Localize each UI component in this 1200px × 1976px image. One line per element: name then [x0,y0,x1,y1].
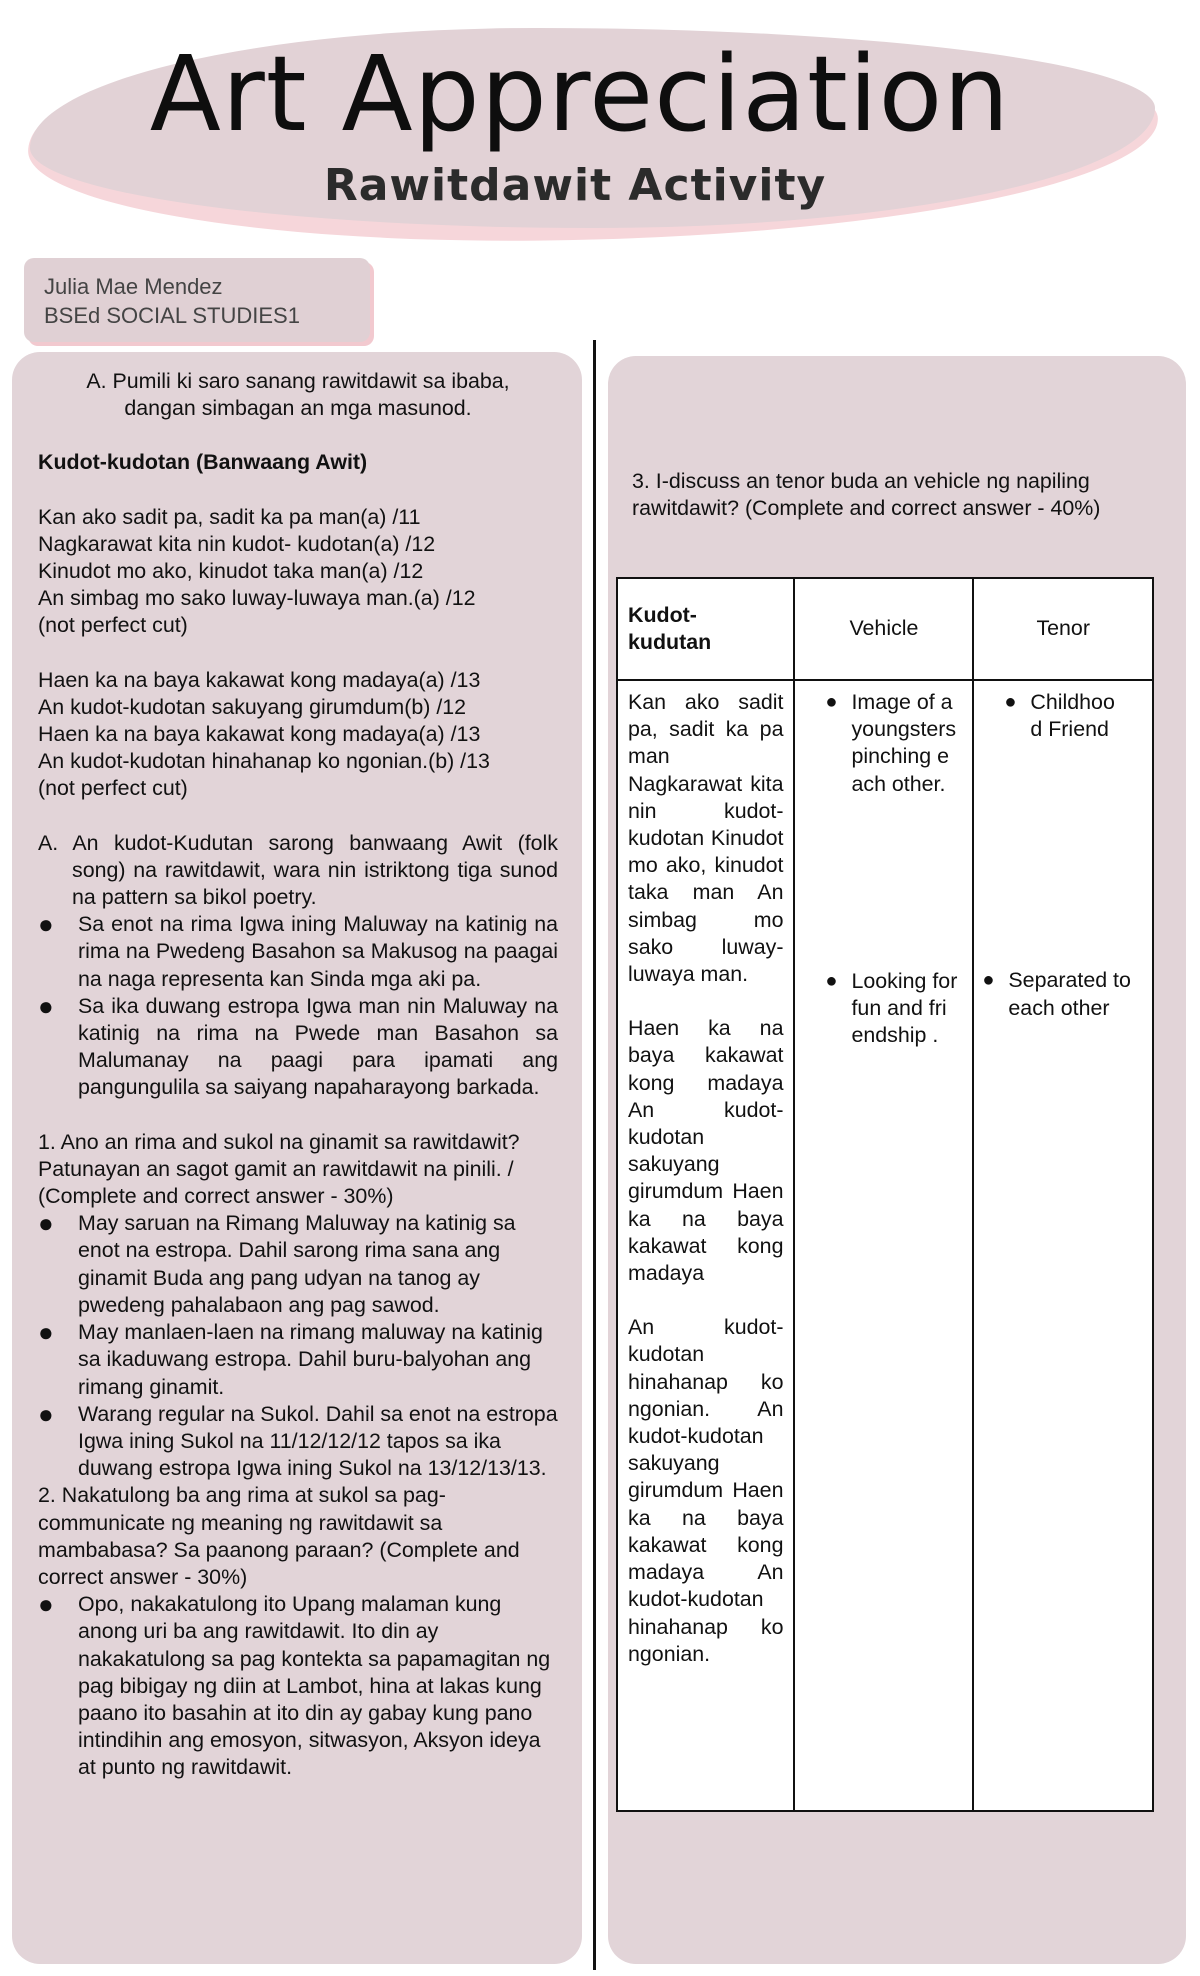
poem-block-1: Kan ako sadit pa, sadit ka pa man Nagkarawat kita nin kudot-kudotan Kinudot mo ako, kinudot taka man An simbag mo sako luway-luwaya man. [628,690,784,987]
poem-line: An simbag mo sako luway-luwaya man.(a) /12 [38,586,476,611]
bullet-icon: ● [1004,691,1017,713]
bullet-icon: ● [825,969,838,992]
poem-stanza-2 [38,667,558,803]
student-course: BSEd SOCIAL STUDIES1 [44,303,300,328]
bullet-icon: ● [38,1589,54,1620]
page-title: Art Appreciation [149,33,1011,155]
list-item: ● Warang regular na Sukol. Dahil sa enot na estropa Igwa ining Sukol na 11/12/12/12 tapos sa ika duwang estropa Igwa ining Sukol na 13/12/13/13. [38,1401,558,1483]
table-row [617,680,1153,1811]
bullet-icon: ● [825,691,838,713]
list-item: ● Childhood Friend [974,681,1152,743]
poem-title: Kudot-kudotan (Banwaang Awit) [38,450,368,475]
vehicle-cell [794,680,973,1811]
list-item: ● Sa ika duwang estropa Igwa man nin Maluway na katinig na rima na Pwede man Basahon sa Malumanay na paagi para ipamati ang pangungulila sa saiyang napaharayong barkada. [38,993,558,1102]
bullet-icon: ● [38,1208,54,1239]
bullet-icon: ● [38,1317,54,1348]
poem-line: Haen ka na baya kakawat kong madaya(a) /13 [38,722,481,747]
list-item: ● Looking for fun and friendship . [795,960,972,1050]
header-tenor: Tenor [973,578,1153,680]
table-header-row [617,578,1153,680]
poem-block-3: An kudot-kudotan hinahanap ko ngonian. An kudot-kudotan sakuyang girumdum Haen ka na baya kakawat kong madaya An kudot-kudotan hinahanap ko ngonian. [628,1315,784,1666]
instruction: A. Pumili ki saro sanang rawitdawit sa ibaba, dangan simbagan an mga masunod. [86,369,510,421]
list-item: ● Opo, nakakatulong ito Upang malaman kung anong uri ba ang rawitdawit. Ito din ay nakakatulong sa pag kontekta sa papamagitan ng pag bibigay ng diin at Lambot, hina at lakas kung paano ito basahin at ito din ay gabay kung pano intindihin ang emosyon, sitwasyon, Aksyon ideya at punto ng rawitdawit. [38,1591,558,1781]
list-item: ● May manlaen-laen na rimang maluway na katinig sa ikaduwang estropa. Dahil buru-balyohan ang rimang ginamit. [38,1319,558,1401]
poem-lines-cell [617,680,794,1811]
student-info [44,272,300,330]
poem-line: Nagkarawat kita nin kudot- kudotan(a) /12 [38,531,436,556]
bullet-icon: ● [982,969,995,992]
list-item: ● Sa enot na rima Igwa ining Maluway na katinig na rima na Pwedeng Basahon sa Makusog na paagai na naga representa kan Sinda mga aki pa. [38,911,558,993]
poem-line: (not perfect cut) [38,613,188,638]
question-1: 1. Ano an rima and sukol na ginamit sa rawitdawit? Patunayan an sagot gamit an rawitdawit na pinili. / (Complete and correct answer - 30%) [38,1129,520,1209]
poem-line: Kinudot mo ako, kinudot taka man(a) /12 [38,559,424,584]
tenor-vehicle-table [616,577,1154,1812]
bullet-icon: ● [38,990,54,1021]
analysis-intro: A. An kudot-Kudutan sarong banwaang Awit (folk song) na rawitdawit, wara nin istriktong tiga sunod na pattern sa bikol poetry. [38,830,558,910]
poem-stanza-1 [38,504,558,640]
tenor-cell [973,680,1153,1811]
bullet-icon: ● [38,909,54,940]
poem-line: An kudot-kudotan sakuyang girumdum(b) /12 [38,694,467,719]
list-item: ● Image of a youngsters pinching each other. [795,681,972,798]
poem-line: Haen ka na baya kakawat kong madaya(a) /13 [38,667,481,692]
poem-line: An kudot-kudotan hinahanap ko ngonian.(b) /13 [38,749,490,774]
header-kudot-kudutan: Kudot-kudutan [617,578,794,680]
poem-line: Kan ako sadit pa, sadit ka pa man(a) /11 [38,504,421,529]
question-2: 2. Nakatulong ba ang rima at sukol sa pag-communicate ng meaning ng rawitdawit sa mambabasa? Sa paanong paraan? (Complete and correct answer - 30%) [38,1483,520,1589]
poem-line: (not perfect cut) [38,776,188,801]
list-item: ● Separated to each other [974,959,1152,1021]
question-3: 3. I-discuss an tenor buda an vehicle ng napiling rawitdawit? (Complete and correct answer - 40%) [632,469,1101,521]
header-vehicle: Vehicle [794,578,973,680]
left-content [38,368,558,1782]
list-item: ● May saruan na Rimang Maluway na katinig sa enot na estropa. Dahil sarong rima sana ang ginamit Buda ang pang udyan na tanog ay pwedeng pahalabaon ang pag sawod. [38,1210,558,1319]
poem-block-2: Haen ka na baya kakawat kong madaya An kudot-kudotan sakuyang girumdum Haen ka na baya kakawat kong madaya [628,1016,784,1286]
column-divider [593,340,596,1970]
bullet-icon: ● [38,1398,54,1429]
student-name: Julia Mae Mendez [44,274,223,299]
page-subtitle: Rawitdawit Activity [323,160,827,211]
